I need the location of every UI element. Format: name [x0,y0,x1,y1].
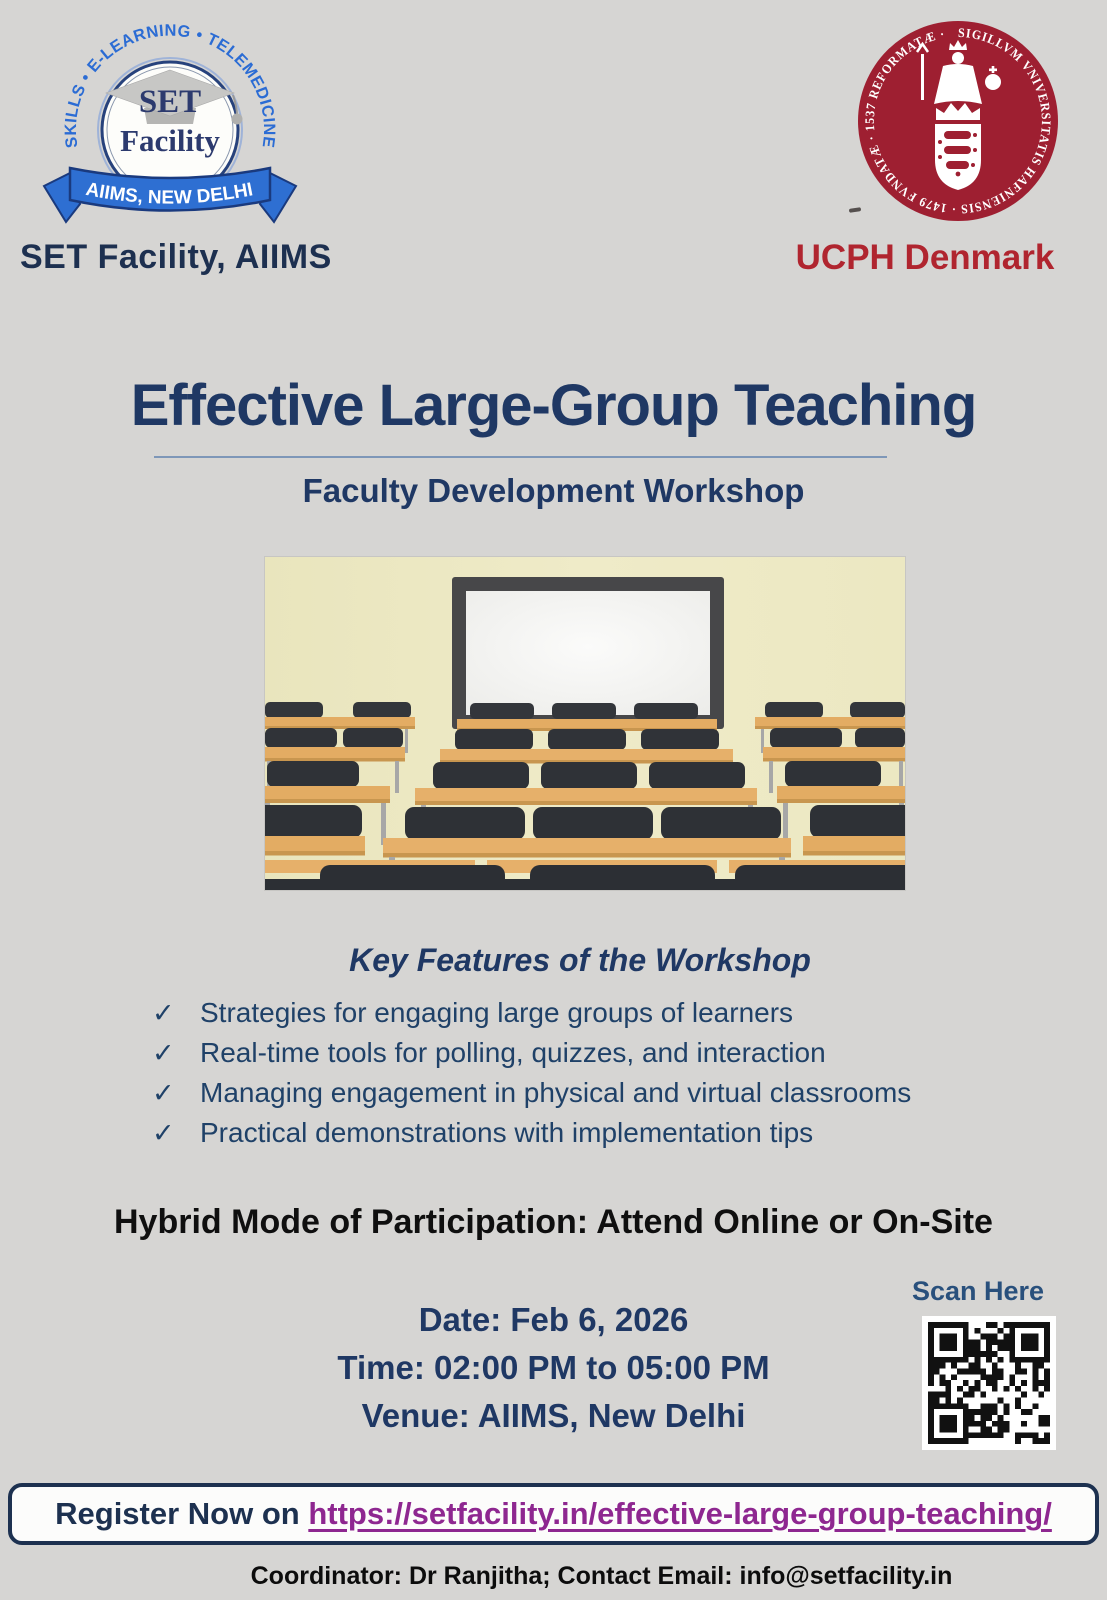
list-item [140,993,1020,1033]
page-subtitle: Faculty Development Workshop [302,472,805,509]
set-facility-logo [40,10,300,242]
logo-arc-text: SKILLS • E-LEARNING • TELEMEDICINE [61,21,279,150]
register-link[interactable]: https://setfacility.in/effective-large-group-teaching/ [308,1496,1052,1531]
list-item [140,1033,1020,1073]
register-prefix: Register Now on [55,1496,309,1531]
features-heading: Key Features of the Workshop [349,942,811,978]
checkmark-icon: ✓ [152,1118,175,1148]
set-facility-caption: SET Facility, AIIMS [20,238,332,276]
feature-text: Managing engagement in physical and virtual classrooms [200,1077,912,1108]
seal-ring-text: SIGILLVM VNIVERSITATIS HAFNIENSIS · 1479 FVNDATÆ · 1537 REFORMATÆ · [861,24,1055,218]
logo-set-text: SET [138,84,202,120]
title-underline [154,456,887,458]
time-line: Time: 02:00 PM to 05:00 PM [337,1349,770,1386]
ucph-caption: UCPH Denmark [795,238,1055,277]
scan-here-label: Scan Here [911,1276,1045,1306]
checkmark-icon: ✓ [152,998,175,1028]
classroom-illustration [265,557,905,890]
date-line: Date: Feb 6, 2026 [418,1301,689,1338]
venue-line: Venue: AIIMS, New Delhi [361,1397,746,1434]
logo-facility-text: Facility [120,123,220,158]
schedule-block [0,1296,1107,1440]
ribbon-text: AIIMS, NEW DELHI [84,178,255,209]
list-item [140,1073,1020,1113]
desk-row-front [265,860,905,890]
register-bar [8,1483,1099,1545]
feature-text: Strategies for engaging large groups of learners [200,997,794,1028]
hybrid-mode-line: Hybrid Mode of Participation: Attend Online or On-Site [114,1203,993,1241]
key-features-section [140,942,1020,1153]
checkmark-icon: ✓ [152,1038,175,1068]
ucph-seal [853,16,1063,226]
coordinator-line: Coordinator: Dr Ranjitha; Contact Email: info@setfacility.in [250,1562,953,1590]
feature-text: Practical demonstrations with implementation tips [200,1117,814,1148]
checkmark-icon: ✓ [152,1078,175,1108]
list-item [140,1113,1020,1153]
feature-text: Real-time tools for polling, quizzes, and interaction [200,1037,826,1068]
page-title: Effective Large-Group Teaching [130,373,977,438]
